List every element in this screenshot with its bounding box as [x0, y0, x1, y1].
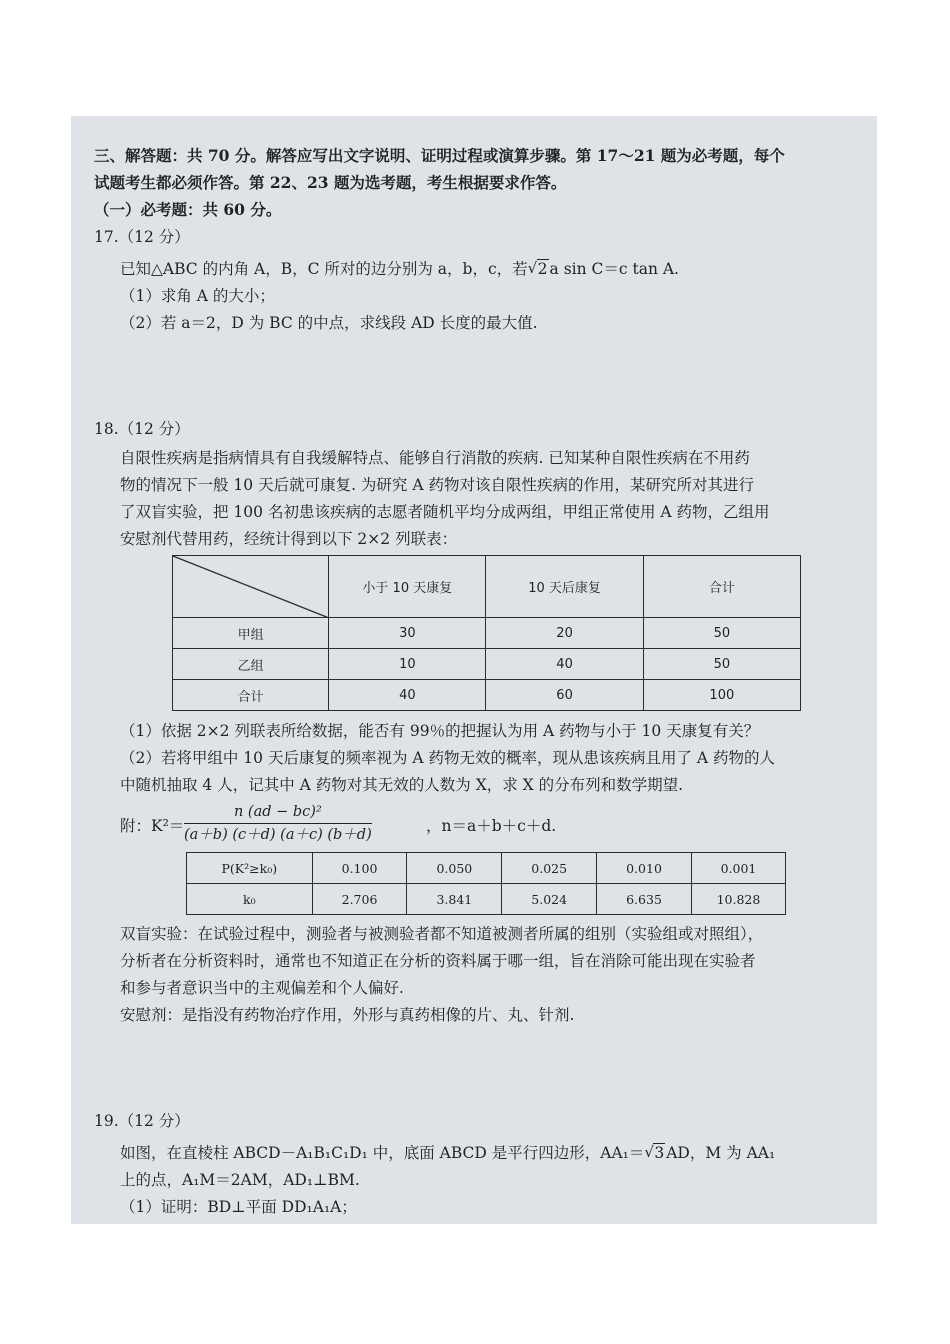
col-header-total: 合计 [643, 556, 800, 618]
q17-stem [120, 259, 679, 279]
cell: 0.025 [502, 853, 597, 884]
table-row [173, 649, 801, 680]
q18-intro-line2: 物的情况下一般 10 天后就可康复. 为研究 A 药物对该自限性疾病的作用，某研究所对其进行 [120, 476, 754, 494]
row-label: P(K²≥k₀) [187, 853, 313, 884]
cell: 3.841 [407, 884, 502, 915]
cell: 0.001 [691, 853, 785, 884]
q18-intro-line4: 安慰剂代替用药，经统计得到以下 2×2 列联表： [120, 530, 458, 548]
cell: 30 [329, 618, 486, 649]
q17-radicand: 2 [537, 260, 548, 278]
formula-fraction [184, 803, 372, 844]
cell: 0.100 [312, 853, 407, 884]
q17-stem-before: 已知△ABC 的内角 A，B，C 所对的边分别为 a，b，c，若 [120, 260, 528, 278]
table-row [187, 853, 786, 884]
sqrt-sign [528, 259, 549, 279]
note-line4: 安慰剂：是指没有药物治疗作用，外形与真药相像的片、丸、针剂. [120, 1006, 575, 1024]
formula-numerator: n (ad − bc)² [184, 803, 372, 824]
cell: 40 [486, 649, 643, 680]
section-header-line2: 试题考生都必须作答。第 22、23 题为选考题，考生根据要求作答。 [94, 173, 567, 192]
section-header-line3: （一）必考题：共 60 分。 [94, 200, 282, 219]
q18-part1: （1）依据 2×2 列联表所给数据，能否有 99％的把握认为用 A 药物与小于 10 天康复有关？ [120, 722, 760, 740]
q17-part1: （1）求角 A 的大小； [120, 287, 275, 305]
q17-part2: （2）若 a＝2，D 为 BC 的中点，求线段 AD 长度的最大值. [120, 314, 538, 332]
q19-line2: 上的点，A₁M＝2AM，AD₁⊥BM. [120, 1171, 360, 1189]
sqrt-sign [644, 1143, 665, 1163]
cell: 50 [643, 649, 800, 680]
diagonal-header-cell [173, 556, 329, 618]
cell: 10 [329, 649, 486, 680]
row-label: 合计 [173, 680, 329, 711]
q19-number: 19.（12 分） [94, 1112, 190, 1130]
cell: 2.706 [312, 884, 407, 915]
note-line3: 和参与者意识当中的主观偏差和个人偏好. [120, 979, 404, 997]
cell: 40 [329, 680, 486, 711]
q18-intro-line1: 自限性疾病是指病情具有自我缓解特点、能够自行消散的疾病. 已知某种自限性疾病在不用药 [120, 449, 750, 467]
cell: 50 [643, 618, 800, 649]
q18-intro-line3: 了双盲实验，把 100 名初患该疾病的志愿者随机平均分成两组，甲组正常使用 A 药物，乙组用 [120, 503, 770, 521]
table-row [187, 884, 786, 915]
q18-part2-line2: 中随机抽取 4 人，记其中 A 药物对其无效的人数为 X，求 X 的分布列和数学期望. [120, 776, 684, 794]
q19-line1-before: 如图，在直棱柱 ABCD－A₁B₁C₁D₁ 中，底面 ABCD 是平行四边形，AA₁＝ [120, 1144, 645, 1162]
col-header-gt10: 10 天后康复 [486, 556, 643, 618]
contingency-table [172, 555, 801, 711]
note-line2: 分析者在分析资料时，通常也不知道正在分析的资料属于哪一组，旨在消除可能出现在实验者 [120, 952, 756, 970]
cell: 10.828 [691, 884, 785, 915]
table-header-row [173, 556, 801, 618]
q17-stem-after: a sin C＝c tan A. [549, 260, 679, 278]
cell: 100 [643, 680, 800, 711]
q18-part2-line1: （2）若将甲组中 10 天后康复的频率视为 A 药物无效的概率，现从患该疾病且用了 A 药物的人 [120, 749, 776, 767]
formula-denominator: (a＋b) (c＋d) (a＋c) (b＋d) [184, 827, 372, 843]
section-header-line1: 三、解答题：共 70 分。解答应写出文字说明、证明过程或演算步骤。第 17～21 题为必考题，每个 [94, 146, 785, 165]
col-header-lt10: 小于 10 天康复 [329, 556, 486, 618]
cell: 0.010 [597, 853, 692, 884]
q19-radicand: 3 [654, 1144, 665, 1162]
cell: 60 [486, 680, 643, 711]
table-row [173, 618, 801, 649]
table-row [173, 680, 801, 711]
cell: 5.024 [502, 884, 597, 915]
q19-part1: （1）证明：BD⊥平面 DD₁A₁A； [120, 1198, 357, 1216]
row-label: 甲组 [173, 618, 329, 649]
q17-number: 17.（12 分） [94, 228, 190, 246]
diagonal-line [173, 556, 329, 618]
formula-suffix: ，n＝a＋b＋c＋d. [426, 817, 557, 835]
cell: 0.050 [407, 853, 502, 884]
cell: 6.635 [597, 884, 692, 915]
q18-number: 18.（12 分） [94, 420, 190, 438]
q19-line1 [120, 1143, 775, 1163]
note-line1: 双盲实验：在试验过程中，测验者与被测验者都不知道被测者所属的组别（实验组或对照组）， [120, 925, 764, 943]
formula-prefix: 附：K²＝ [120, 817, 185, 835]
q19-line1-after: AD，M 为 AA₁ [666, 1144, 776, 1162]
row-label: 乙组 [173, 649, 329, 680]
cell: 20 [486, 618, 643, 649]
row-label: k₀ [187, 884, 313, 915]
critical-value-table [186, 852, 786, 915]
